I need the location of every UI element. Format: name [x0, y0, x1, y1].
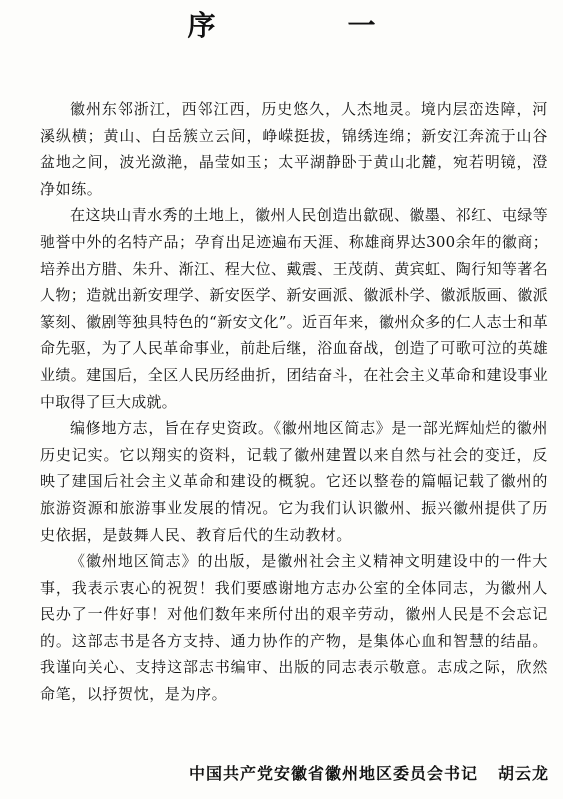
paragraph-purpose: 编修地方志，旨在存史资政。《徽州地区简志》是一部光辉灿烂的徽州历史记实。它以翔实的资料，记载了徽州建置以来自然与社会的变迁，反映了建国后社会主义革命和建设的概貌。它还以整卷的篇幅记载了徽州的旅游资源和旅游事业发展的情况。它为我们认识徽州、振兴徽州提供了历史依据，是鼓舞人民、教育后代的生动教材。 — [40, 419, 548, 544]
paragraph-culture: 在这块山青水秀的土地上，徽州人民创造出歙砚、徽墨、祁红、屯绿等驰誉中外的名特产品；孕育出足迹遍布天涯、称雄商界达300余年的徽商；培养出方腊、朱升、渐江、程大位、戴震、王茂荫、黄宾虹、陶行知等著名人物；造就出新安理学、新安医学、新安画派、徽派朴学、徽派版画、徽派篆刻、徽剧等独具特色的“新安文化”。近百年来，徽州众多的仁人志士和革命先驱，为了人民革命事业，前赴后继，浴血奋战，创造了可歌可泣的英雄业绩。建国后，全区人民历经曲折，团结奋斗，在社会主义革命和建设事业中取得了巨大成就。 — [40, 206, 548, 411]
paragraph-congratulations: 《徽州地区简志》的出版，是徽州社会主义精神文明建设中的一件大事，我表示衷心的祝贺！我们要感谢地方志办公室的全体同志，为徽州人民办了一件好事！对他们数年来所付出的艰辛劳动，徽州人民是不会忘记的。这部志书是各方支持、通力协作的产物，是集体心血和智慧的结晶。我谨向关心、支持这部志书编审、出版的同志表示敬意。志成之际，欣然命笔，以抒贺忱，是为序。 — [40, 552, 548, 704]
signature-org-title: 中国共产党安徽省徽州地区委员会书记 — [188, 764, 478, 783]
paragraph-landscape: 徽州东邻浙江，西邻江西，历史悠久，人杰地灵。境内层峦迭障，河溪纵横；黄山、白岳簇立云间，峥嵘挺拔，锦绣连绵；新安江奔流于山谷盆地之间，波光潋滟，晶莹如玉；太平湖静卧于黄山北麓，宛若明镜，澄净如练。 — [40, 100, 548, 198]
preface-title: 序 一 — [187, 9, 428, 42]
signature-line — [189, 762, 549, 786]
signature-name: 胡云龙 — [497, 764, 549, 783]
preface-body — [40, 96, 548, 708]
